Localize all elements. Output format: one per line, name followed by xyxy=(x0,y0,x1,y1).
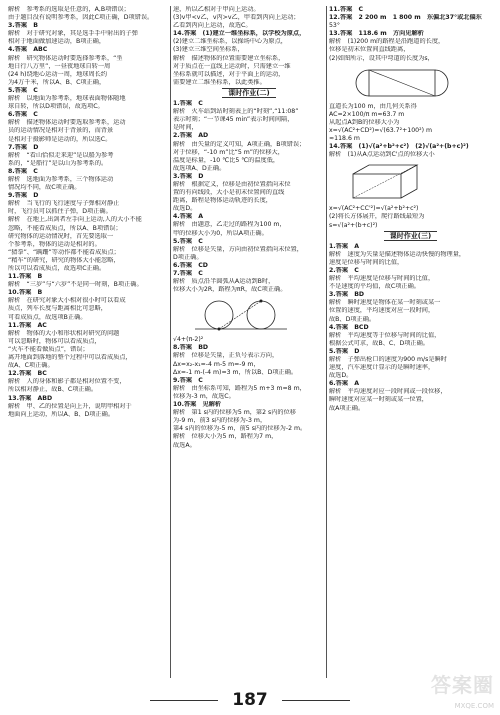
text-line: 员的运动情况是相对于背景的，而背景 xyxy=(8,127,114,135)
answer-line: 5.答案 D xyxy=(329,347,360,355)
answer-line: 2.答案 AD xyxy=(173,132,209,140)
answer-line: 10.答案 见解析 xyxy=(173,401,222,409)
watermark-url: MXQE.COM xyxy=(454,702,494,710)
answer-line: 7.答案 D xyxy=(8,143,39,151)
answer-line: 6.答案 A xyxy=(329,380,360,388)
explanation-line: 解析 参考系的选取是任意的，A,B项错误； xyxy=(8,6,130,13)
text-line: √4+(π-2)² xyxy=(173,336,204,344)
text-line: 表示时刻；“一节课45 min”表示时间间隔， xyxy=(173,116,294,124)
answer-line: 14.答案 (1)√(a²+b²+c²) (2)√(a²+(b+c)²) xyxy=(329,143,469,151)
text-line: 相对于地面做加速运动，B项正确， xyxy=(8,38,106,46)
section-heading-text: 课时作业(二) xyxy=(222,88,275,98)
text-line: 位移为-3 m，故选C。 xyxy=(173,392,235,400)
text-line: 为-9 m，前3 s内的位移为-3 m， xyxy=(173,417,267,425)
text-line: 时，飞行员可以抓住子弹，D项正确。 xyxy=(8,208,112,216)
text-line: 情况均不同，故C项正确。 xyxy=(8,184,81,192)
footer-rule xyxy=(282,700,350,701)
text-line: 坐标系就可以描述，对于平面上的运动， xyxy=(173,70,285,78)
answer-line: 3.答案 D xyxy=(173,172,204,180)
column-left xyxy=(8,6,169,678)
text-line: “精车”的研究，研究的物体大小能忽略， xyxy=(8,256,120,264)
answer-line: 3.答案 BD xyxy=(329,291,365,299)
text-line: 球自转，所以D项错误，故选项C。 xyxy=(8,103,104,111)
text-line: ≈118.6 m xyxy=(329,135,360,143)
explanation-line: 解析 对于研究对象，其是选手手中射出的子弹 xyxy=(8,30,138,38)
explanation-line: 解析 质点沿半圆弧从A运动到B时， xyxy=(173,278,275,286)
text-line: s=√(a²+(b+c)²) xyxy=(329,221,378,229)
text-line: 故选D。 xyxy=(173,205,197,213)
answer-line: 6.答案 C xyxy=(8,111,38,119)
text-line: x=√(AC²+CD²)=√(63.7²+100²) m xyxy=(329,126,432,134)
explanation-line: 解析 选地面为参考系，三个物体运动 xyxy=(8,175,114,183)
answer-line: 12.答案 2 200 m 1 800 m 东偏北37°或北偏东 xyxy=(329,14,482,22)
answer-line: 11.答案 B xyxy=(8,273,43,281)
track-figure xyxy=(347,66,492,100)
text-line: 速，所以乙相对于甲向上运动。 xyxy=(173,6,260,13)
explanation-line: 解析 在研究对象大小相对很小时可以看成 xyxy=(8,297,126,305)
text-line: 可以忽略时，物体可以看成质点， xyxy=(8,337,101,345)
answer-line: 1.答案 A xyxy=(329,242,360,250)
text-line: (2)将长方体展开，爬行路线最短为 xyxy=(329,213,425,221)
text-line: 置的有向线段，大小是初末位置间的直线 xyxy=(173,189,285,197)
explanation-line: 解析 描述物体的位置需要建立坐标系， xyxy=(173,54,285,62)
column-middle xyxy=(173,6,325,678)
column-divider xyxy=(326,6,327,678)
answer-line: 14.答案 (1)建立一维坐标系，以学校为原点， xyxy=(173,30,306,38)
answer-line: 4.答案 ABC xyxy=(8,46,48,54)
explanation-line: 解析 位移大小为5 m，路程为7 m， xyxy=(173,433,278,441)
explanation-line: 解析 “看山恰似走来迎”是以船为参考 xyxy=(8,151,114,159)
text-line: 直道长为100 m，由几何关系得 xyxy=(329,102,417,110)
explanation-line: 解析 平均速度对应一段时间或一段位移， xyxy=(329,388,447,396)
text-line: 速度是位移与时间的比值， xyxy=(329,258,404,266)
text-line: 距离，路程是物体运动轨迹的长度， xyxy=(173,197,272,205)
answer-line: 1.答案 C xyxy=(173,100,203,108)
explanation-line: 解析 根据定义，位移是由初位置指向末位 xyxy=(173,180,291,188)
text-line: 53° xyxy=(329,22,340,30)
explanation-line: 解析 物体的大小和形状相对研究的问题 xyxy=(8,329,120,337)
text-line: (3)v甲<v乙，v丙>v乙，甲看到丙向上运动； xyxy=(173,14,300,22)
explanation-line: 解析 瞬时速度是物体在某一时刻或某一 xyxy=(329,299,441,307)
text-line: 个参考系，物体的运动是相对的。 xyxy=(8,240,101,248)
text-line: 研究物体的运动情况时，首先要选取一 xyxy=(8,232,114,240)
answer-line: 4.答案 A xyxy=(173,213,204,221)
explanation-line: 解析 由题意，乙走过的路程为100 m， xyxy=(173,221,286,229)
text-line: “猜拳”、“蹒跚”等动作都不能看成质点； xyxy=(8,248,120,256)
text-line: 忽略，不能看成质点，所以A、B项错误； xyxy=(8,224,122,232)
explanation-line: 解析 位移是矢量，正负号表示方向， xyxy=(173,352,279,360)
explanation-line: 解析 速度为矢量是描述物体运动快慢的物理量， xyxy=(329,250,466,258)
text-line: 离开地面到落地的整个过程中可以看成质点， xyxy=(8,354,132,362)
section-heading xyxy=(173,89,325,97)
answer-line: 8.答案 BD xyxy=(173,344,209,352)
answer-line: 9.答案 D xyxy=(8,192,39,200)
text-line: 由于题目没有说明参考系，因此C项正确，D项错误。 xyxy=(8,14,154,22)
answer-line: 2.答案 C xyxy=(329,266,359,274)
explanation-line: 解析 甲、乙的位置是向上升，说明甲相对于 xyxy=(8,402,132,410)
text-line: (3)建立三维空间坐标系， xyxy=(173,46,244,54)
watermark-logo xyxy=(402,673,494,713)
page-number: 187 xyxy=(232,690,268,710)
text-line: 第4 s内的位移为-5 m，前5 s内的位移为-2 m。 xyxy=(173,425,307,433)
explanation-line: 解析 由坐标系可知，路程为5 m+3 m=8 m， xyxy=(173,384,306,392)
text-line: 位置的速度，平均速度对应一段时间， xyxy=(329,307,435,315)
text-line: 瞬时速度对应某一时刻或某一位置， xyxy=(329,396,428,404)
text-line: 从起点A到B的位移大小为 xyxy=(329,118,400,126)
answer-line: 10.答案 B xyxy=(8,289,43,297)
explanation-line: 解析 平均速度等于位移与时间的比值， xyxy=(329,331,441,339)
text-line: 速度，汽车速度计显示的是瞬时速率， xyxy=(329,364,435,372)
text-line: 地日行八万里”，一昼夜地球自转一周 xyxy=(8,62,111,70)
text-line: 需要建立二维坐标系，以此类推。 xyxy=(173,78,266,86)
explanation-line: 解析 由矢量的定义可知，A项正确，B项错误； xyxy=(173,140,306,148)
text-line: 对于位移，“-10 m”比“5 m”的位移大， xyxy=(173,148,284,156)
text-line: 系的，“是船行”是以山为参考系的。 xyxy=(8,159,108,167)
answer-line: 12.答案 BC xyxy=(8,370,47,378)
answer-line: 11.答案 AC xyxy=(8,321,47,329)
text-line: 位移是初末位置间直线距离， xyxy=(329,46,410,54)
text-line: Δx=x₂-x₁=-4 m-5 m=-9 m， xyxy=(173,360,260,368)
text-line: 乙看到丙向上运动，故选C。 xyxy=(173,22,252,30)
explanation-line: 解析 描述物体运动时要选取参考系，运动 xyxy=(8,119,126,127)
text-line: “火车不能看做质点”，错误； xyxy=(8,345,89,353)
text-line: 故选项A、D正确。 xyxy=(173,164,226,172)
text-line: 根据公式可求，故B、C、D项正确。 xyxy=(329,339,429,347)
answer-line: 13.答案 118.6 m 方向见解析 xyxy=(329,30,424,38)
text-line: 质点，列车长度与距离相比可忽略， xyxy=(8,305,107,313)
text-line: 故A项正确。 xyxy=(329,404,365,412)
text-line: 所以相对静止，故B、C项正确。 xyxy=(8,386,98,394)
text-line: Δx=-1 m-(-4 m)=3 m，所以B、D项正确。 xyxy=(173,368,298,376)
text-line: 地面向上运动，所以A、B、D项正确。 xyxy=(8,410,115,418)
watermark-text: 答案圈 xyxy=(431,673,494,697)
explanation-line: 解析 子弹出枪口的速度为900 m/s是瞬时 xyxy=(329,356,447,363)
explanation-line: 解析 在地上,出剑者左手向上运动,人的大小不能 xyxy=(8,216,142,224)
explanation-line: 解析 (1)200 m的路程是沿跑道的长度， xyxy=(329,38,445,46)
text-line: 所以可以看成质点，故选项C正确。 xyxy=(8,265,106,272)
explanation-line: 解析 第1 s内的位移为5 m，第2 s内的位移 xyxy=(173,409,296,417)
answer-line: 11.答案 C xyxy=(329,6,364,13)
text-line: AC=2×100/π m≈63.7 m xyxy=(329,110,405,118)
explanation-line: 解析 “三岁”与“六岁”不是同一时刻，B项正确。 xyxy=(8,281,143,289)
text-line: 不是速度的平均值，故C项正确。 xyxy=(329,283,420,291)
text-line: (24 h)绕地心运动一周，地球周长约 xyxy=(8,70,108,78)
explanation-line: 解析 当飞行的飞行速度与子弹相对静止 xyxy=(8,200,120,208)
text-line: (2)如图所示，设其中弯道的长度为s， xyxy=(329,54,434,62)
column-right xyxy=(329,6,492,678)
explanation-line: 解析 以地面为参考系，地球表面物体随地 xyxy=(8,95,126,103)
explanation-line: 解析 火车站到站时刻表上的“时刻”,“11:08” xyxy=(173,108,299,116)
text-line: 温度是标量，-10 ℃比5 ℃的温度低， xyxy=(173,156,280,164)
text-line: 位移大小为2R，路程为πR，故C项正确。 xyxy=(173,286,287,294)
explanation-line: 解析 人的身体和影子都是相对位置不变， xyxy=(8,378,126,386)
text-line: 故选D。 xyxy=(329,372,353,380)
answer-line: 4.答案 BCD xyxy=(329,323,369,331)
text-line: 可看成质点，故选项B正确。 xyxy=(8,313,87,321)
column-divider xyxy=(170,6,171,678)
section-heading xyxy=(329,232,492,240)
cuboid-figure xyxy=(347,162,492,202)
rolling-circle-figure xyxy=(191,297,325,333)
answer-line: 13.答案 ABD xyxy=(8,394,53,402)
footer-rule xyxy=(150,700,218,701)
answer-line: 9.答案 C xyxy=(173,376,203,384)
explanation-line: 解析 研究物体运动时要选择参考系，“坐 xyxy=(8,54,123,62)
text-line: 甲的位移大小为0，所以A项正确。 xyxy=(173,229,268,237)
text-line: 是相对于摄影师是运动的，所以选C。 xyxy=(8,135,112,143)
answer-line: 8.答案 C xyxy=(8,167,38,175)
answer-line: 7.答案 C xyxy=(173,270,203,277)
answer-line: 6.答案 CD xyxy=(173,261,208,269)
text-line: 故B、D项正确。 xyxy=(329,315,376,323)
explanation-line: 解析 位移是矢量，方向由初位置指向末位置， xyxy=(173,245,303,253)
text-line: 故选A。 xyxy=(173,441,196,449)
answer-line: 5.答案 C xyxy=(8,86,38,94)
text-line: 为4万千米，所以A、B、C项正确， xyxy=(8,78,106,86)
text-line: 故A、C项正确。 xyxy=(8,362,54,370)
answer-line: 5.答案 C xyxy=(173,237,203,245)
text-line: 是时间， xyxy=(173,124,198,132)
text-line: (2)建立二维坐标系，以操场中心为原点， xyxy=(173,38,287,46)
explanation-line: 解析 平均速度是位移与时间的比值， xyxy=(329,275,435,283)
text-line: D项正确。 xyxy=(173,253,203,261)
section-heading-text: 课时作业(三) xyxy=(384,231,437,241)
text-line: x=√(AC²+CC'²)=√(a²+b²+c²) xyxy=(329,205,419,213)
answer-line: 3.答案 B xyxy=(8,22,38,30)
text-line: 对于质点在一直线上运动时，只需建立一维 xyxy=(173,62,291,70)
explanation-line: 解析 (1)从A点运动到C'点的位移大小 xyxy=(329,151,435,159)
